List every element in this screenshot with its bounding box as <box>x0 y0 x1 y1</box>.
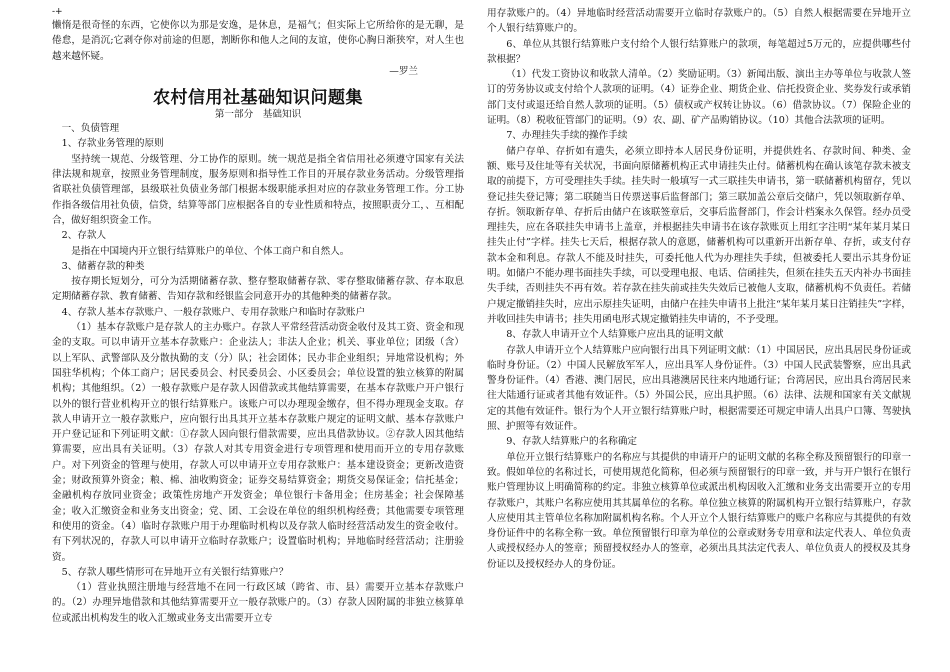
item-heading: 2、存款人 <box>61 230 107 242</box>
document-title: 农村信用社基础知识问题集 <box>153 88 363 109</box>
item-heading: 7、办理挂失手续的操作手续 <box>506 130 628 142</box>
item-heading: 5、存款人哪些情形可在异地开立有关银行结算账户？ <box>61 566 289 578</box>
paragraph: 用存款账户的。（4）异地临时经营活动需要开立临时存款账户的。（5）自然人根据需要在异地开立个人银行结算账户的。 <box>487 8 911 35</box>
paragraph: 是指在中国境内开立银行结算账户的单位、个体工商户和自然人。 <box>71 245 350 257</box>
item-heading: 8、存款人申请开立个人结算账户应出具的证明文献 <box>506 329 724 341</box>
item-heading: 6、单位从其银行结算账户支付给个人银行结算账户的款项，每笔超过5万元的，应提供哪些付款根据？ <box>487 38 911 65</box>
paragraph: 单位开立银行结算账户的名称应与其提供的申请开户的证明文献的名称全称及预留银行的印章一致。假如单位的名称过长，可使用规范化简称，但必须与预留银行的印章一致，并与开户银行在银行账户管理协议上明确简称的约定。非独立核算单位或派出机构因收入汇缴和业务支出需要开立的专用存款账户，其账户名称应使用其其属单位的名称。单位独立核算的附属机构开立银行结算账户，存款人应使用其主管单位名称加附属机构名称。个人开立个人银行结算账户的账户名称应与其提供的有效身份证件中的名称全称一致。单位预留银行印章为单位的公章或财务专用章和法定代表人、单位负责人或授权经办人的签章；预留授权经办人的签章，必须出具其法定代表人、单位负责人的授权及其身份证以及授权经办人的身份证。 <box>487 451 911 570</box>
paragraph: 储户存单、存折如有遗失，必须立即持本人居民身份证明，并提供姓名、存款时间、种类、金额、账号及住址等有关状况，书面向原储蓄机构正式申请挂失止付。储蓄机构在确认该笔存款未被支取的前提下，方可受理挂失手续。挂失时一般填写一式三联挂失申请书，第一联储蓄机构留存，凭以登记挂失登记簿；第二联随当日传票送事后监督部门；第三联加盖公章后交储户，凭以领取新存单、存折。领取新存单、存折后由储户在该联签章后，交事后监督部门，作会计档案永久保管。经办员受理挂失，应在各联挂失申请书上盖章，并根据挂失申请书在该存款账页上用红字注明“某年某月某日挂失止付”字样。挂失七天后，根据存款人的意愿，储蓄机构可以重新开出新存单、存折，或支付存款本金和利息。存款人不能及时挂失，可委托他人代为办理挂失手续，但被委托人要出示其身份证明。如储户不能办理书面挂失手续，可以受理电报、电话、信函挂失，但须在挂失五天内补办书面挂失手续，否则挂失不再有效。若存款在挂失前或挂失失效后已被他人支取，储蓄机构不负责任。若储户规定撤销挂失时，应出示原挂失证明，由储户在挂失申请书上批注“某年某月某日注销挂失”字样，并收回挂失申请书；挂失用函电形式规定撤销挂失申请的，不予受理。 <box>487 145 911 325</box>
right-column <box>487 6 911 668</box>
item-heading: 9、存款人结算账户的名称确定 <box>506 436 638 448</box>
section-heading: 一、负债管理 <box>61 123 120 135</box>
paragraph: 坚持统一规范、分级管理、分工协作的原则。统一规范是指全省信用社必须遵守国家有关法律法规和规章，按照业务管理制度，服务原则和指导性工作目的开展存款业务活动。分级管理指省联社负债管理部，县级联社负债业务部门根据本级职能承担对应的存款业务管理工作。分工协作指各级信用社负债，信贷，结算等部门应根据各自的专业性质和特点，按照职责分工，、互相配合，做好组织资金工作。 <box>52 153 464 226</box>
item-heading: 1、存款业务管理的原则 <box>61 138 164 150</box>
quote-author: —罗兰 <box>389 65 418 77</box>
item-heading: 4、存款人基本存款账户、一般存款账户、专用存款账户和临时存款账户 <box>61 306 366 318</box>
paragraph: （1）营业执照注册地与经营地不在同一行政区域（跨省、市、县）需要开立基本存款账户的。（2）办理异地借款和其他结算需要开立一般存款账户的。（3）存款人因附属的非独立核算单位或派出机构发生的收入汇缴或业务支出需要开立专 <box>52 582 464 624</box>
left-column <box>52 6 464 668</box>
quote-text: 懒惰是很奇怪的东西，它使你以为那是安逸，是休息，是福气；但实际上它所给你的是无聊，是倦怠，是消沉;它剥夺你对前途的但愿，割断你和他人之间的友谊，使你心胸日渐狭窄，对人生也越来越怀疑。 <box>52 20 464 62</box>
document-subtitle: 第一部分 基础知识 <box>214 109 302 121</box>
paragraph: 存款人申请开立个人结算账户应向银行出具下列证明文献：（1）中国居民，应出具居民身份证或临时身份证。（2）中国人民解放军军人，应出具军人身份证件。（3）中国人民武装警察，应出具武警身份证件。（4）香港、澳门居民，应出具港澳居民往来内地通行证；台湾居民，应出具台湾居民来往大陆通行证或者其他有效证件。（5）外国公民，应出具护照。（6）法律、法规和国家有关文献规定的其他有效证件。银行为个人开立银行结算账户时，根据需要还可规定申请人出具户口簿、驾驶执照、护照等有效证件。 <box>487 344 911 433</box>
header-mark: -+ <box>52 7 63 17</box>
item-heading: 3、储蓄存款的种类 <box>61 260 145 272</box>
paragraph: （1）基本存款账户是存款人的主办账户。存款人平常经营活动资金收付及其工资、资金和现金的支取。可以申请开立基本存款账户：企业法人；非法人企业；机关、事业单位；团级（含）以上军队、武警部队及分散执勤的支（分）队；社会团体；民办非企业组织；异地常设机构；外国驻华机构；个体工商户；居民委员会、村民委员会、小区委员会；单位设置的独立核算的附属机构；其他组织。（2）一般存款账户是存款人因借款或其他结算需要，在基本存款账户开户银行以外的银行营业机构开立的银行结算账户。该账户可以办理现金缴存，但不得办理现金支取。存款人申请开立一般存款账户，应向银行出具其开立基本存款账户规定的证明文献、基本存款账户开户登记证和下列证明文献：①存款人因向银行借款需要，应出具借款协议。②存款人因其他结算需要，应出具有关证明。（3）存款人对其专用资金进行专项管理和使用而开立的专用存款账户。对下列资金的管理与使用，存款人可以申请开立专用存款账户：基本建设资金；更新改造资金；财政预算外资金；粮、棉、油收购资金；证券交易结算资金；期货交易保证金；信托基金；金融机构存放同业资金；政策性房地产开发资金；单位银行卡备用金；住房基金；社会保障基金；收入汇缴资金和业务支出资金；党、团、工会设在单位的组织机构经费；其他需要专项管理和使用的资金。（4）临时存款账户用于办理临时机构以及存款人临时经营活动发生的资金收付。有下列状况的，存款人可以申请开立临时存款账户；设置临时机构；异地临时经营活动；注册验资。 <box>52 322 464 563</box>
paragraph: （1）代发工资协议和收款人清单。（2）奖励证明。（3）新闻出版、演出主办等单位与收款人签订的劳务协议或支付给个人款项的证明。（4）证券企业、期货企业、信托投资企业、奖券发行或承销部门支付或退还给自然人款项的证明。（5）债权或产权转让协议。（6）借款协议。（7）保险企业的证明。（8）税收征管部门的证明。（9）农、副、矿产品购销协议。（10）其他合法款项的证明。 <box>487 69 911 127</box>
paragraph: 按存期长短划分，可分为活期储蓄存款、整存整取储蓄存款、零存整取储蓄存款、存本取息定期储蓄存款、教育储蓄、告知存款和经银监会同意开办的其他种类的储蓄存款。 <box>52 276 464 303</box>
